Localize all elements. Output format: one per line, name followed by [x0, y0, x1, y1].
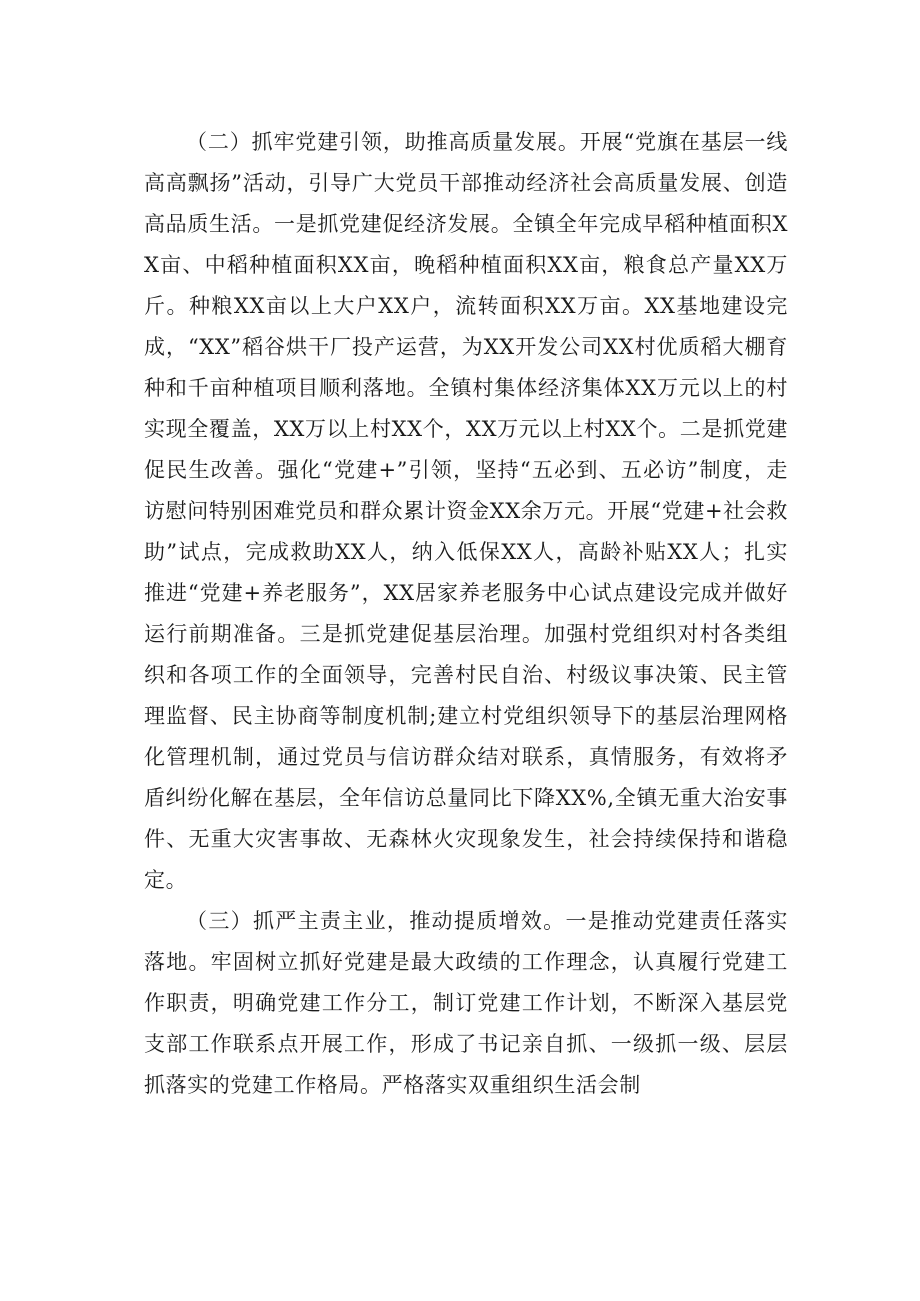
paragraph-party-building-development: （二）抓牢党建引领，助推高质量发展。开展“党旗在基层一线高高飘扬”活动，引导广大党员干部推动经济社会高质量发展、创造高品质生活。一是抓党建促经济发展。全镇全年完成早稻种植面积XX亩、中稻种植面积XX亩，晚稻种植面积XX亩，粮食总产量XX万斤。种粮XX亩以上大户XX户，流转面积XX万亩。XX基地建设完成，“XX”稻谷烘干厂投产运营，为XX开发公司XX村优质稻大棚育种和千亩种植项目顺利落地。全镇村集体经济集体XX万元以上的村实现全覆盖，XX万以上村XX个，XX万元以上村XX个。二是抓党建促民生改善。强化“党建+”引领，坚持“五必到、五必访”制度，走访慰问特别困难党员和群众累计资金XX余万元。开展“党建+社会救助”试点，完成救助XX人，纳入低保XX人，高龄补贴XX人；扎实推进“党建+养老服务”，XX居家养老服务中心试点建设完成并做好运行前期准备。三是抓党建促基层治理。加强村党组织对村各类组织和各项工作的全面领导，完善村民自治、村级议事决策、民主管理监督、民主协商等制度机制;建立村党组织领导下的基层治理网格化管理机制，通过党员与信访群众结对联系，真情服务，有效将矛盾纠纷化解在基层，全年信访总量同比下降XX%,全镇无重大治安事件、无重大灾害事故、无森林火灾现象发生，社会持续保持和谐稳定。	[144, 130, 788, 892]
paragraph-main-responsibility: （三）抓严主责主业，推动提质增效。一是推动党建责任落实落地。牢固树立抓好党建是最大政绩的工作理念，认真履行党建工作职责，明确党建工作分工，制订党建工作计划，不断深入基层党支部工作联系点开展工作，形成了书记亲自抓、一级抓一级、层层抓落实的党建工作格局。严格落实双重组织生活会制	[144, 909, 788, 1097]
document-body	[144, 122, 788, 1106]
